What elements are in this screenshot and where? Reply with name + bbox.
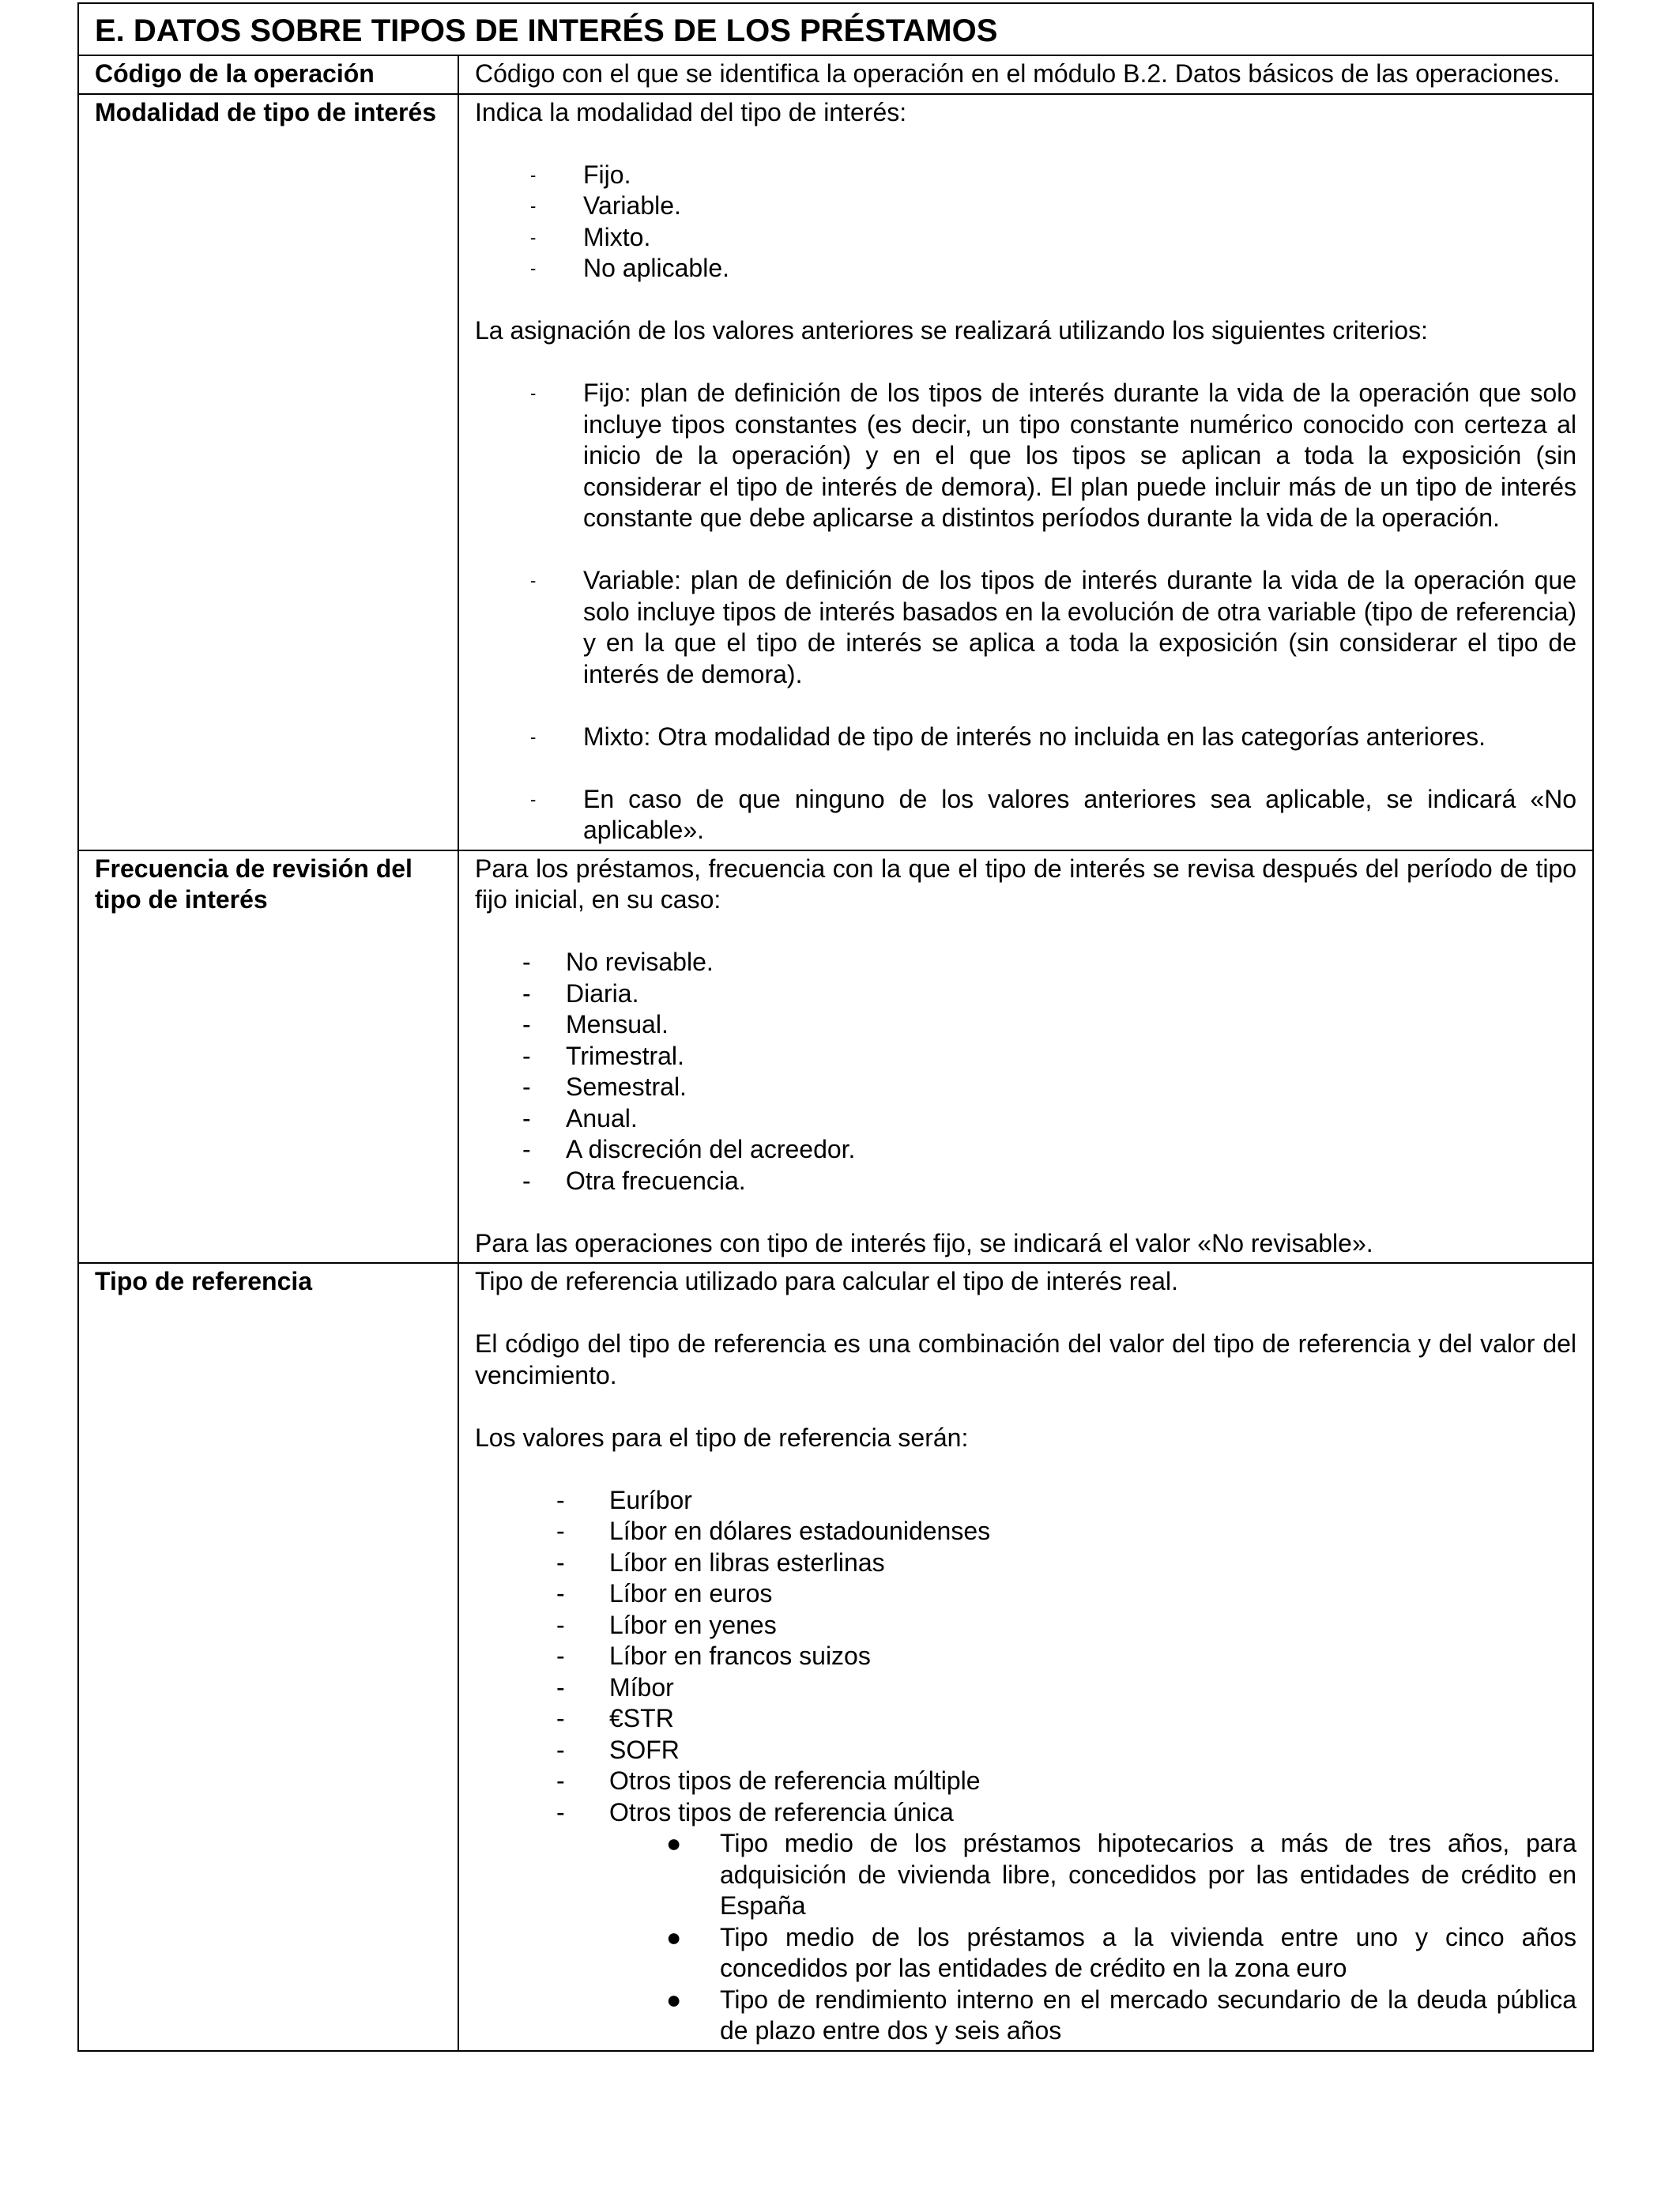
frecuencia-intro: Para los préstamos, frecuencia con la que el tipo de interés se revisa después del período de tipo fijo inicial, en su caso:: [475, 854, 1577, 914]
label-frecuencia: Frecuencia de revisión del tipo de interés: [78, 850, 458, 1264]
bullet-icon: ●: [666, 1985, 682, 2014]
list-item: - Semestral.: [522, 1072, 687, 1101]
label-referencia: Tipo de referencia: [78, 1263, 458, 2051]
list-item: - Líbor en euros: [556, 1579, 773, 1608]
row-modalidad: [78, 94, 1593, 850]
list-item: ● Tipo medio de los préstamos a la vivienda entre uno y cinco años concedidos por las entidades de crédito en la zona euro: [666, 1922, 1577, 1982]
list-item: - Líbor en dólares estadounidenses: [556, 1517, 991, 1545]
list-item: - Mensual.: [522, 1010, 669, 1039]
referencia-intro: Tipo de referencia utilizado para calcular el tipo de interés real.: [475, 1267, 1178, 1295]
list-item: - Líbor en yenes: [556, 1610, 777, 1639]
referencia-values-intro: Los valores para el tipo de referencia serán:: [475, 1423, 969, 1452]
list-item: ● Tipo medio de los préstamos hipotecarios a más de tres años, para adquisición de vivienda libre, concedidos por las entidades de crédito en España: [666, 1829, 1577, 1920]
content-frecuencia: [458, 850, 1593, 1264]
list-item: - Míbor: [556, 1672, 674, 1702]
list-item: - A discreción del acreedor.: [522, 1135, 856, 1163]
list-item: - Mixto: Otra modalidad de tipo de interés no incluida en las categorías anteriores.: [530, 722, 1486, 751]
content-modalidad: [458, 94, 1593, 850]
modalidad-options: [475, 160, 1576, 285]
content-codigo: [458, 55, 1593, 94]
bullet-icon: ●: [666, 1829, 682, 1857]
list-item: - Diaria.: [522, 978, 639, 1008]
list-item: - SOFR: [556, 1735, 680, 1764]
frecuencia-note: Para las operaciones con tipo de interés fijo, se indicará el valor «No revisable».: [475, 1228, 1373, 1257]
criteria-intro: La asignación de los valores anteriores se realizará utilizando los siguientes criterios:: [475, 316, 1428, 345]
label-modalidad: Modalidad de tipo de interés: [78, 94, 458, 850]
list-item: - Fijo.: [530, 160, 631, 189]
modalidad-intro: Indica la modalidad del tipo de interés:: [475, 97, 907, 126]
codigo-description: Código con el que se identifica la operación en el módulo B.2. Datos básicos de las operaciones.: [475, 59, 1561, 88]
loan-interest-table: [77, 2, 1594, 2052]
list-item: - En caso de que ninguno de los valores anteriores sea aplicable, se indicará «No aplicable».: [530, 784, 1577, 844]
list-item: - Variable: plan de definición de los tipos de interés durante la vida de la operación que solo incluye tipos de interés basados en la evolución de otra variable (tipo de referencia) y en la que el tipo de interés se aplica a toda la exposición (sin considerar el tipo de interés de demora).: [530, 566, 1577, 688]
list-item: ● Tipo de rendimiento interno en el mercado secundario de la deuda pública de plazo entre dos y seis años: [666, 1985, 1577, 2045]
list-item: - Mixto.: [530, 222, 651, 251]
referencia-code-explanation: El código del tipo de referencia es una combinación del valor del tipo de referencia y del valor del vencimiento.: [475, 1329, 1577, 1389]
list-item: - Euríbor: [556, 1485, 692, 1514]
list-item: - €STR: [556, 1704, 674, 1732]
list-item: - Fijo: plan de definición de los tipos de interés durante la vida de la operación que solo incluye tipos constantes (es decir, un tipo constante numérico conocido con certeza al inicio de la operación) y en el que los tipos se aplican a toda la exposición (sin considerar el tipo de interés de demora). El plan puede incluir más de un tipo de interés constante que debe aplicarse a distintos períodos durante la vida de la operación.: [530, 379, 1577, 532]
list-item: - Líbor en libras esterlinas: [556, 1547, 885, 1577]
content-referencia: [458, 1263, 1593, 2051]
list-item: - Trimestral.: [522, 1041, 684, 1070]
row-codigo: [78, 55, 1593, 94]
list-item: - Otros tipos de referencia múltiple: [556, 1766, 981, 1795]
list-item: - No aplicable.: [530, 254, 729, 282]
bullet-icon: ●: [666, 1922, 682, 1951]
row-frecuencia: [78, 850, 1593, 1264]
frecuencia-options: [475, 947, 1576, 1197]
list-item: - Líbor en francos suizos: [556, 1642, 871, 1670]
list-item: - Anual.: [522, 1103, 638, 1133]
list-item: - Otra frecuencia.: [522, 1166, 746, 1195]
section-title-row: [78, 3, 1593, 55]
referencia-options: [475, 1485, 1576, 1829]
row-referencia: [78, 1263, 1593, 2051]
section-title: E. DATOS SOBRE TIPOS DE INTERÉS DE LOS PRÉSTAMOS: [78, 3, 1593, 55]
criteria-list: [475, 378, 1576, 846]
referencia-unica-options: [475, 1828, 1576, 2047]
list-item: - Variable.: [530, 191, 681, 220]
label-codigo: Código de la operación: [78, 55, 458, 94]
list-item: - Otros tipos de referencia única: [556, 1797, 954, 1826]
list-item: - No revisable.: [522, 948, 714, 976]
